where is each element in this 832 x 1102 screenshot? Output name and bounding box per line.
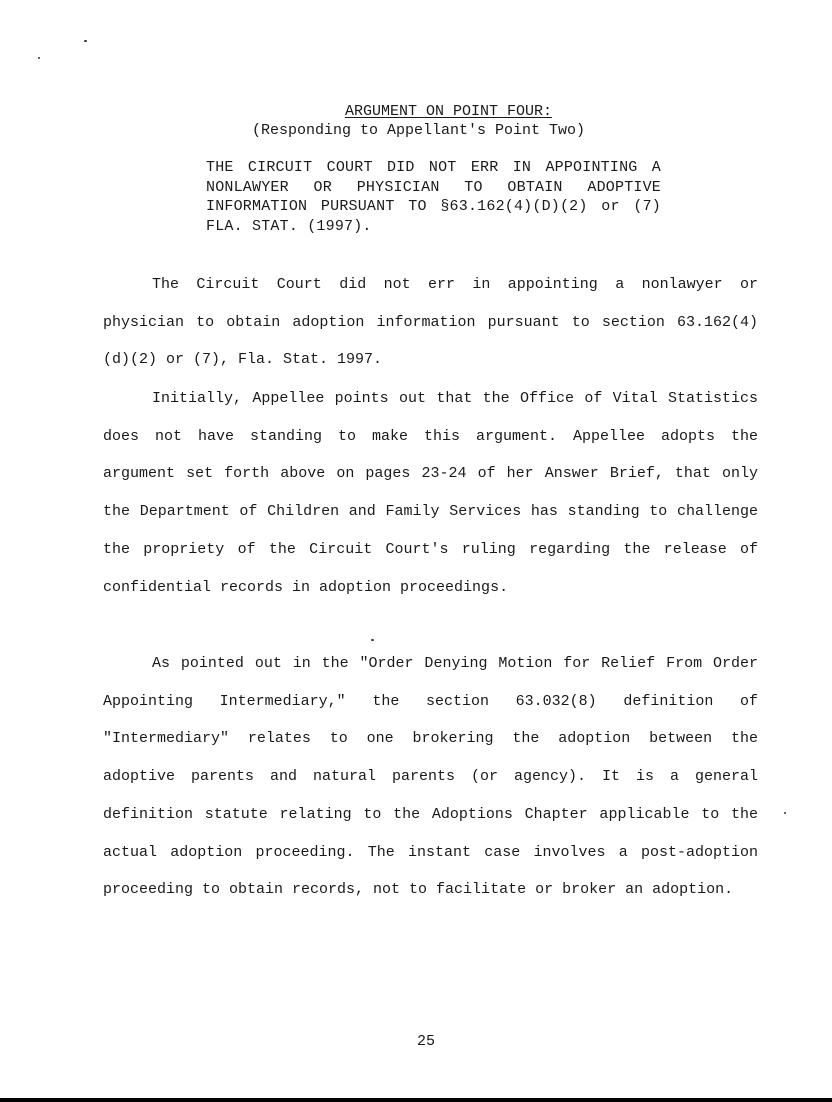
page-number: 25 (416, 1033, 435, 1050)
scan-speck (84, 40, 87, 42)
body-paragraph: The Circuit Court did not err in appointing a nonlawyer or physician to obtain adoption information pursuant to section 63.162(4)(d)(2) or (7), Fla. Stat. 1997. (103, 276, 758, 369)
argument-subtitle: (Responding to Appellant's Point Two) (252, 122, 586, 139)
scan-edge (0, 1098, 832, 1102)
body-paragraph: Initially, Appellee points out that the Office of Vital Statistics does not have standing to make this argument. Appellee adopts the argument set forth above on pages 23-24 of her Answer Brief, that only the Department of Children and Family Services has standing to challenge the propriety of the Circuit Court's ruling regarding the release of confidential records in adoption proceedings. (103, 390, 758, 596)
body-paragraph: As pointed out in the "Order Denying Motion for Relief From Order Appointing Intermediary," the section 63.032(8) definition of "Intermediary" relates to one brokering the adoption between the adoptive parents and natural parents (or agency). It is a general definition statute relating to the Adoptions Chapter applicable to the actual adoption proceeding. The instant case involves a post-adoption proceeding to obtain records, not to facilitate or broker an adoption. (103, 655, 758, 899)
scan-speck (371, 639, 374, 641)
scan-speck (784, 812, 786, 814)
argument-title: ARGUMENT ON POINT FOUR: (345, 103, 553, 120)
issue-heading: THE CIRCUIT COURT DID NOT ERR IN APPOINTING A NONLAWYER OR PHYSICIAN TO OBTAIN ADOPTIVE INFORMATION PURSUANT TO §63.162(4)(D)(2) or (7) FLA. STAT. (1997). (206, 159, 661, 235)
scan-speck (38, 57, 40, 59)
